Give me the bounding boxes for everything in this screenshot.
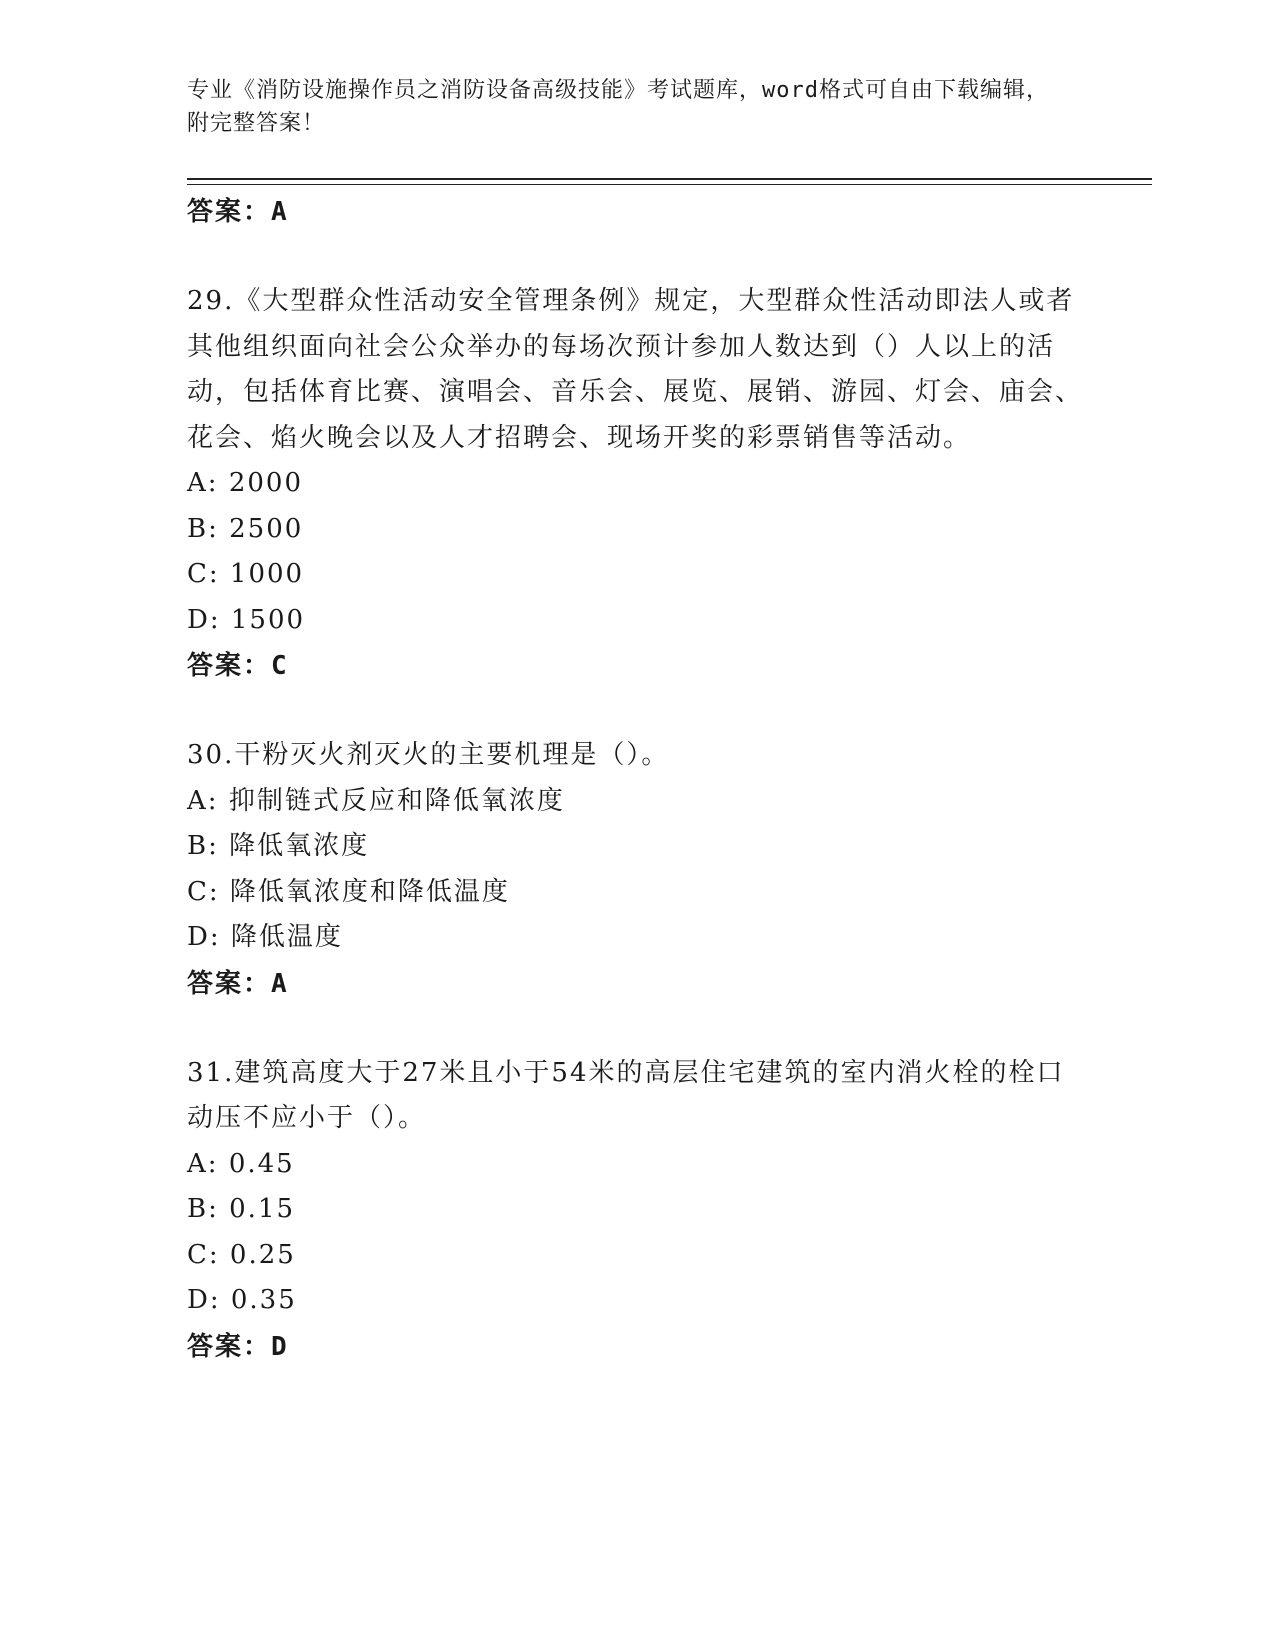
- page-header: 专业《消防设施操作员之消防设备高级技能》考试题库，word格式可自由下载编辑，附完整答案！: [187, 78, 1049, 136]
- option-c: [187, 552, 1087, 598]
- question-30: [187, 733, 1087, 1007]
- option-b: [187, 1187, 1087, 1233]
- option-c: [187, 1233, 1087, 1279]
- option-label: A:: [187, 785, 219, 816]
- option-b: [187, 824, 1087, 870]
- previous-question-answer: 答案：A: [187, 197, 289, 227]
- question-text: 30.干粉灭火剂灭火的主要机理是（）。: [187, 740, 670, 770]
- option-label: D:: [187, 604, 221, 635]
- header-rule-thick: [187, 178, 1152, 180]
- option-text: 1000: [229, 559, 305, 589]
- option-text: 2500: [229, 513, 304, 544]
- question-31: [187, 1051, 1087, 1370]
- question-answer: 答案：A: [187, 968, 289, 999]
- option-d: [187, 598, 1087, 644]
- option-label: B:: [187, 831, 219, 861]
- option-label: B:: [187, 1194, 219, 1224]
- option-text: 降低温度: [230, 922, 343, 952]
- option-a: [187, 1142, 1087, 1188]
- option-label: D:: [187, 922, 221, 952]
- question-answer: 答案：D: [187, 1331, 289, 1362]
- document-body: [187, 189, 1087, 1370]
- option-label: C:: [187, 1239, 220, 1270]
- option-a: [187, 461, 1087, 507]
- option-label: A:: [187, 468, 219, 498]
- option-a: [187, 779, 1087, 825]
- option-text: 2000: [228, 468, 303, 498]
- option-text: 降低氧浓度: [229, 831, 370, 861]
- option-label: B:: [187, 513, 219, 544]
- question-text: 31.建筑高度大于27米且小于54米的高层住宅建筑的室内消火栓的栓口动压不应小于（）。: [187, 1057, 1065, 1133]
- option-b: [187, 507, 1087, 553]
- option-label: D:: [187, 1285, 221, 1315]
- option-d: [187, 1278, 1087, 1324]
- option-c: [187, 870, 1087, 916]
- option-text: 1500: [230, 604, 306, 635]
- option-text: 0.35: [230, 1285, 297, 1315]
- question-text: 29.《大型群众性活动安全管理条例》规定，大型群众性活动即法人或者其他组织面向社会公众举办的每场次预计参加人数达到（）人以上的活动，包括体育比赛、演唱会、音乐会、展览、展销、游园、灯会、庙会、花会、焰火晚会以及人才招聘会、现场开奖的彩票销售等活动。: [187, 286, 1084, 453]
- option-text: 降低氧浓度和降低温度: [229, 876, 510, 907]
- option-label: A:: [187, 1148, 219, 1179]
- option-label: C:: [187, 876, 220, 907]
- option-text: 0.25: [229, 1239, 296, 1270]
- question-answer: 答案：C: [187, 651, 289, 681]
- option-label: C:: [187, 559, 220, 589]
- option-text: 0.45: [228, 1148, 295, 1179]
- option-text: 0.15: [229, 1194, 296, 1224]
- option-text: 抑制链式反应和降低氧浓度: [228, 785, 565, 816]
- option-d: [187, 915, 1087, 961]
- question-29: [187, 279, 1087, 689]
- header-rule-thin: [187, 184, 1152, 185]
